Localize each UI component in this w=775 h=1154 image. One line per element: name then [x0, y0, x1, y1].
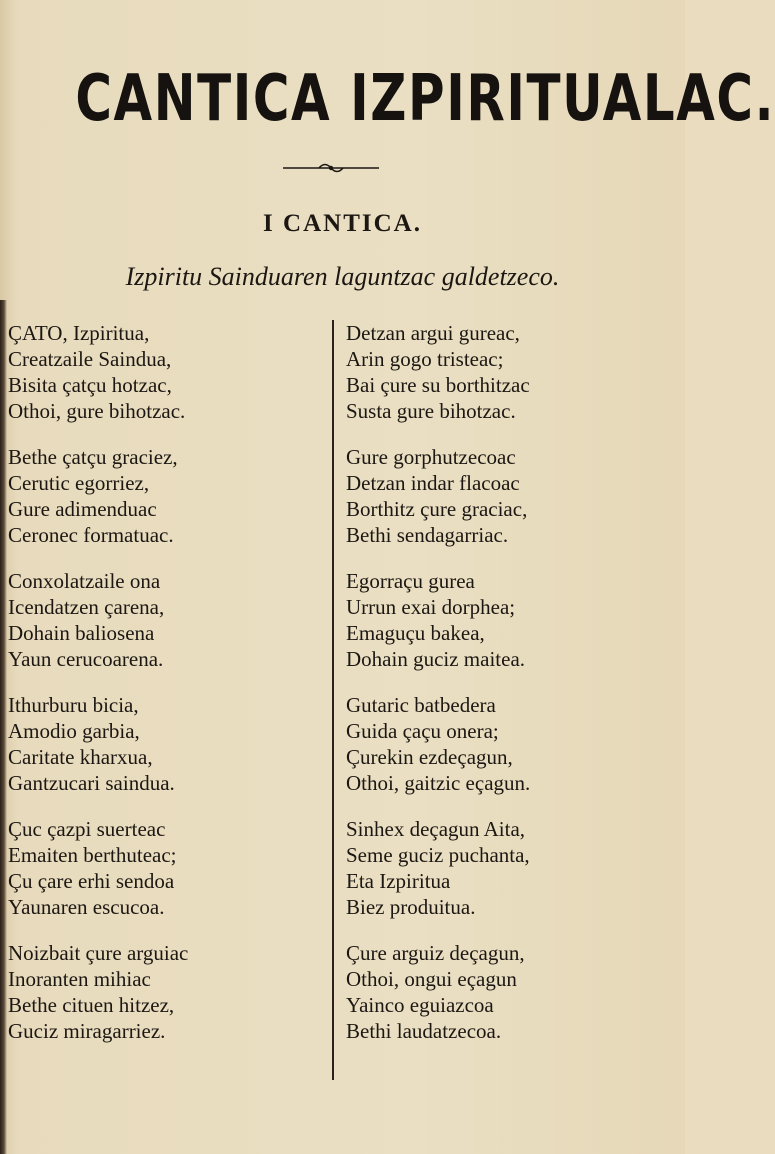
- verse-line: Ithurburu bicia,: [8, 693, 139, 717]
- verse-line: Bethe cituen hitzez,: [8, 993, 175, 1017]
- verse-line: Gutaric batbedera: [346, 693, 496, 717]
- stanza: [8, 692, 308, 796]
- verse-line: Inoranten mihiac: [8, 967, 151, 991]
- verse-line: Icendatzen çarena,: [8, 595, 165, 619]
- verse-line: Çure arguiz deçagun,: [346, 941, 525, 965]
- left-column: [8, 320, 308, 1064]
- verse-line: Noizbait çure arguiac: [8, 941, 189, 965]
- verse-line: Susta gure bihotzac.: [346, 399, 516, 423]
- stanza: [8, 940, 308, 1044]
- verse-line: Sinhex deçagun Aita,: [346, 817, 526, 841]
- stanza: [346, 568, 646, 672]
- verse-line: Creatzaile Saindua,: [8, 347, 172, 371]
- verse-line: Çu çare erhi sendoa: [8, 869, 175, 893]
- verse-line: Othoi, gaitzic eçagun.: [346, 771, 531, 795]
- verse-line: Gure adimenduac: [8, 497, 157, 521]
- stanza: [346, 940, 646, 1044]
- verse-line: Ceronec formatuac.: [8, 523, 174, 547]
- verse-line: Gantzucari saindua.: [8, 771, 175, 795]
- verse-line: Bethi laudatzecoa.: [346, 1019, 502, 1043]
- verse-line: Eta Izpiritua: [346, 869, 451, 893]
- verse-line: Dohain guciz maitea.: [346, 647, 526, 671]
- verse-line: Caritate kharxua,: [8, 745, 153, 769]
- verse-line: Yaunaren escucoa.: [8, 895, 165, 919]
- stanza: [8, 444, 308, 548]
- verse-line: Othoi, gure bihotzac.: [8, 399, 186, 423]
- stanza: [346, 444, 646, 548]
- verse-line: Dohain baliosena: [8, 621, 155, 645]
- verse-line: Bisita çatçu hotzac,: [8, 373, 172, 397]
- book-spine-edge: [0, 300, 7, 1154]
- verse-line: ÇATO, Izpiritua,: [8, 321, 150, 345]
- verse-line: Borthitz çure graciac,: [346, 497, 528, 521]
- verse-line: Guida çaçu onera;: [346, 719, 499, 743]
- stanza: [346, 692, 646, 796]
- column-divider: [332, 320, 334, 1080]
- stanza: [8, 568, 308, 672]
- verse-line: Conxolatzaile ona: [8, 569, 161, 593]
- verse-line: Egorraçu gurea: [346, 569, 475, 593]
- verse-line: Bethi sendagarriac.: [346, 523, 509, 547]
- verse-line: Biez produitua.: [346, 895, 476, 919]
- verse-line: Detzan argui gureac,: [346, 321, 520, 345]
- verse-line: Gure gorphutzecoac: [346, 445, 516, 469]
- verse-line: Bethe çatçu graciez,: [8, 445, 178, 469]
- verse-line: Yainco eguiazcoa: [346, 993, 494, 1017]
- verse-line: Çurekin ezdeçagun,: [346, 745, 513, 769]
- stanza: [346, 816, 646, 920]
- stanza: [8, 816, 308, 920]
- hymn-subtitle: Izpiritu Sainduaren laguntzac galdetzeco.: [125, 262, 560, 291]
- verse-line: Çuc çazpi suerteac: [8, 817, 166, 841]
- verse-line: Seme guciz puchanta,: [346, 843, 530, 867]
- verse-line: Arin gogo tristeac;: [346, 347, 504, 371]
- stanza: [8, 320, 308, 424]
- verse-line: Bai çure su borthitzac: [346, 373, 530, 397]
- verse-line: Emaiten berthuteac;: [8, 843, 177, 867]
- ornament-divider-icon: [283, 160, 379, 174]
- verse-line: Amodio garbia,: [8, 719, 140, 743]
- right-column: [346, 320, 646, 1064]
- verse-line: Othoi, ongui eçagun: [346, 967, 517, 991]
- verse-line: Cerutic egorriez,: [8, 471, 150, 495]
- verse-line: Yaun cerucoarena.: [8, 647, 164, 671]
- section-title: I CANTICA.: [263, 210, 422, 237]
- page-title: CANTICA IZPIRITUALAC.: [75, 62, 775, 136]
- verse-line: Urrun exai dorphea;: [346, 595, 516, 619]
- stanza: [346, 320, 646, 424]
- verse-line: Guciz miragarriez.: [8, 1019, 166, 1043]
- verse-line: Detzan indar flacoac: [346, 471, 520, 495]
- verse-line: Emaguçu bakea,: [346, 621, 485, 645]
